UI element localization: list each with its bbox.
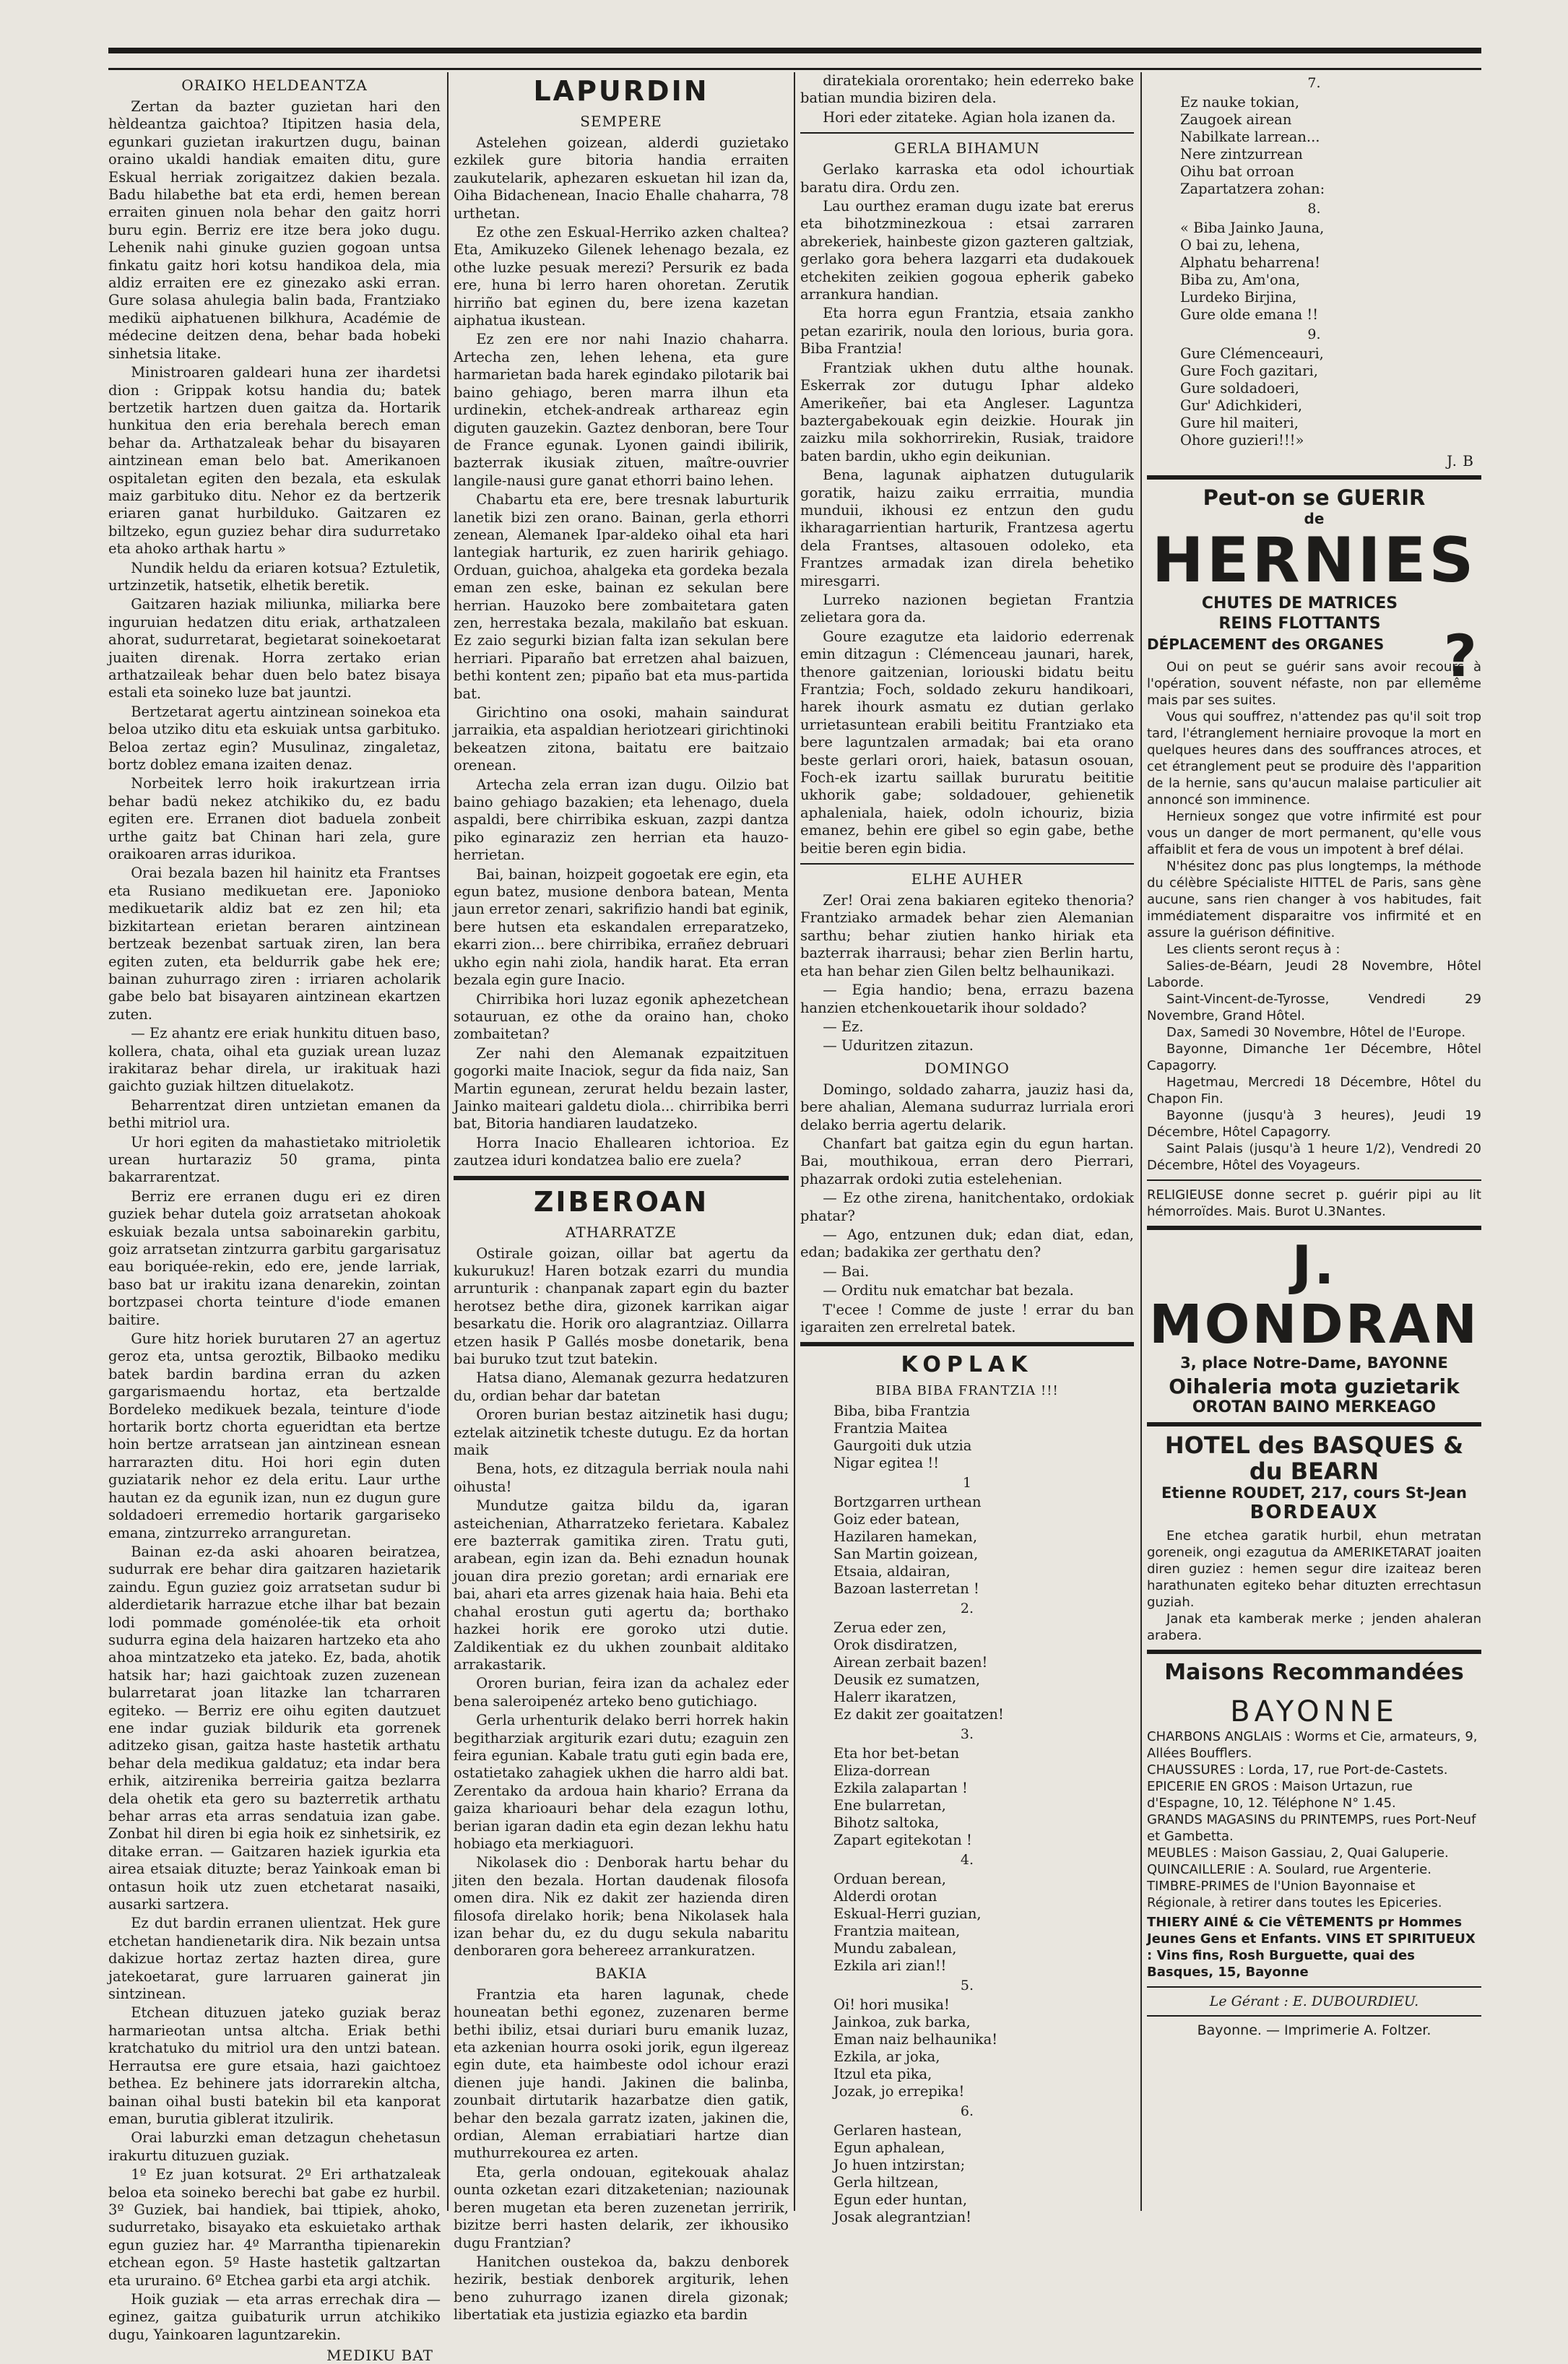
paragraph: Hanitchen oustekoa da, bakzu denborek hezirik, bestiak denborek argiturik, lehen beno zuhurrago izanen direla gizonak; libertatiak eta justizia egiazko eta bardin: [454, 2253, 789, 2324]
paragraph: Gure hitz horiek burutaren 27 an agertuz geroz eta, untsa geroztik, Bilbaoko mediku batek bardin bardina erran du azken gargarismaendu hortaz, eta bertzalde Bordeleko medikuek bezala, teinture d'iode hortarik bortz chorta egueridtan eta bertze hoin bertze arratsean jan aintzinean esnean harrarazten ditu. Hoi hori egin duten guziatarik nehor ez dela eritu. Laur urthe hautan ez da egunik izan, nun ez dugun gure soldadoeri erremedio hortarik gargariseko emana, zintzurreko arranguretan.: [108, 1330, 441, 1541]
paragraph: Bena, hots, ez ditzagula berriak noula nahi oihusta!: [454, 1460, 789, 1495]
paragraph: Chabartu eta ere, bere tresnak laburturik lanetik bizi zen orano. Bainan, gerla ethorri zenean, Alemanek Ipar-aldeko oihal eta hari lantegiak harturik, ez zuen haririk gehiago. Orduan, guichoa, ahalgeka eta gordeka bezala eman zen eske, bainan ez sekulan bere herrian. Hauzoko bere zombaitetara gaten zen, herrestaka bezala, makilaño bat eskuan. Ez zaio segurki bizian falta izan sekulan bere herriari. Piparaño bat erretzen ahal baizuen, bethi kontent zen; pipaño bat eta mus-partida bat.: [454, 491, 789, 702]
verse-line: Egun aphalean,: [833, 2139, 945, 2157]
paragraph: Bena, lagunak aiphatzen dutugularik goratik, haizu zaiku errraitia, mundia munduii, ikhousi ez entzun den gudu ikharagarrientian harturik, Frantzesa agertu dela Frantses, altasouen odoleko, eta Frantzes armadak izan direla behetiko miresgarri.: [800, 467, 1134, 589]
maison-item: MEUBLES : Maison Gassiau, 2, Quai Galuperie.: [1147, 1845, 1449, 1861]
verse-line: San Martin goizean,: [833, 1546, 979, 1563]
paragraph: Hatsa diano, Alemanak gezurra hedatzuren du, ordian behar dar batetan: [454, 1369, 789, 1404]
verse-line: Eskual-Herri guzian,: [833, 1905, 982, 1923]
paragraph: Orai laburzki eman detzagun chehetasun irakurtu dituzuen guziak.: [108, 2129, 441, 2164]
poem-stanza: [1147, 201, 1481, 324]
verse-line: Ezkila ari zian!!: [833, 1957, 947, 1975]
paragraph: — Ez ahantz ere eriak hunkitu dituen baso, kollera, chata, oihal eta guziak urean luzaz irakitaraz behar direla, ur irakituak hazi gaichto guziak hiltzen dituelakotz.: [108, 1025, 441, 1095]
column-1: [108, 72, 441, 2364]
ad-paragraph: Oui on peut se guérir sans avoir recours à l'opération, souvent néfaste, non par ellemême mais par ses suites.: [1147, 659, 1481, 708]
verse-line: Zaugoek airean: [1180, 111, 1292, 128]
paragraph: Ez dut bardin erranen ulientzat. Hek gure etchetan handienetarik dira. Nik bezain untsa dakizue hortaz zertaz hazten direa, gure jatekoetarat, gure larruaren gainerat jin sintzinean.: [108, 1915, 441, 2003]
article-body: [800, 72, 1134, 126]
question-mark: ?: [1443, 623, 1477, 690]
verse-line: Ohore guzieri!!!»: [1180, 432, 1304, 449]
verse-line: Goiz eder batean,: [833, 1511, 960, 1528]
mondran-tagline-2: OROTAN BAINO MERKEAGO: [1192, 1398, 1437, 1416]
paragraph: 1º Ez juan kotsurat. 2º Eri arthatzaleak beloa eta soineko berechi bat gabe ez hurbil. 3º Guziek, bai handiek, bai ttipiek, ahoko, sudurretako, bisayako eta eskuietako arthak egun guziez har. 4º Marrantha tipienarekin etchean egon. 5º Haste hastetik galtzartan eta ururaino. 6º Etchea garbi eta argi atchik.: [108, 2166, 441, 2289]
article-body: [108, 98, 441, 2344]
paragraph: Norbeitek lerro hoik irakurtzean irria behar badü nekez atchikiko du, ez badu egiten ere. Erranen diot baduela zonbeit urthe gaitz bat Chinan hari zela, gure oraikoaren arras idurikoa.: [108, 775, 441, 863]
verse-line: Frantzia Maitea: [833, 1420, 948, 1437]
subheading-atharratze: ATHARRATZE: [566, 1223, 677, 1241]
verse-line: Orduan berean,: [833, 1871, 946, 1888]
paragraph: Frantzia eta haren lagunak, chede houneatan bethi egonez, zuzenaren berme bethi ibiliz, etsai duriari buru emanik luzaz, eta azkenian hourra osoki jorik, egun ilgereaz egin dute, eta haimbeste odol ichour erazi dienen juje handi. Jakinen die balinba, zounbait dirtutarik hazarbatze dien gatik, behar den bezala garratz izaten, jakinen die, ordian, Aleman errabiatiari hartze dian muthurrekourea ez arten.: [454, 1986, 789, 2162]
verse-line: Lurdeko Birjina,: [1180, 289, 1297, 306]
paragraph: Zer! Orai zena bakiaren egiteko thenoria? Frantziako armadek behar zien Alemanian sarthu; behar ziutien hanko hiriak eta bazterrak iharrausi; behar zien Berlin hartu, eta han behar zien Gilen beltz belhaunikazi.: [800, 892, 1134, 979]
paragraph: Eta horra egun Frantzia, etsaia zankho petan ezaririk, noula den lorious, buria gora. Biba Frantzia!: [800, 305, 1134, 358]
paragraph: Lurreko nazionen begietan Frantzia zelietara gora da.: [800, 591, 1134, 626]
stanza: [833, 1619, 1134, 1723]
verse-line: Zerua eder zen,: [833, 1619, 947, 1637]
hernies-ad-de: de: [1304, 510, 1325, 527]
poem-stanza: [1147, 75, 1481, 198]
hotel-city: BORDEAUX: [1249, 1502, 1379, 1523]
paragraph: — Bai.: [823, 1263, 870, 1280]
paragraph: — Ago, entzunen duk; edan diat, edan, edan; badakika zer gerthatu den?: [800, 1226, 1134, 1261]
verse-line: Ez dakit zer goaitatzen!: [833, 1706, 1004, 1723]
maisons-city: BAYONNE: [1230, 1695, 1398, 1728]
verse-line: Egun eder huntan,: [833, 2191, 968, 2209]
stanza-number: 2.: [960, 1601, 974, 1617]
article-body: [800, 1081, 1134, 1337]
paragraph: Nikolasek dio : Denborak hartu behar du jiten den bezala. Hortan daudenak filosofa omen dira. Nik ez dakit zer hazienda diren filosofa direlako horik; bena Nikolasek hala izan behar du, ez du dugu sekula nabaritu denboraren gora behereez arrankuratzen.: [454, 1854, 789, 1960]
mondran-name: J. MONDRAN: [1148, 1234, 1480, 1356]
ad-paragraph: Salies-de-Béarn, Jeudi 28 Novembre, Hôtel Laborde.: [1147, 958, 1481, 990]
article-body: [454, 1245, 789, 1960]
verse-line: Biba, biba Frantzia: [833, 1403, 971, 1420]
ad-paragraph: Saint-Vincent-de-Tyrosse, Vendredi 29 Novembre, Grand Hôtel.: [1147, 992, 1481, 1023]
mondran-address: 3, place Notre-Dame, BAYONNE: [1180, 1354, 1448, 1372]
subheading-domingo: DOMINGO: [924, 1059, 1010, 1077]
article-body: [454, 134, 789, 1170]
maison-item: CHAUSSURES : Lorda, 17, rue Port-de-Castets.: [1147, 1762, 1448, 1778]
hernies-ad-body: [1147, 659, 1481, 1174]
article-signature: MEDIKU BAT: [326, 2347, 433, 2364]
paragraph: Orai bezala bazen hil hainitz eta Frantses eta Rusiano medikuetan ere. Japonioko medikuetarik aldiz bat ez zen hil; eta bizkitartean erietan beraren aintzinean bertzeak bezenbat sartuak ziren, lan bera egiten zuten, eta beldurrik gabe hek ere; bainan zuhurrago ziren : irriaren acholarik gabe belo bat bisayaren aintzinean ekartzen zuten.: [108, 865, 441, 1023]
verse-line: Ezkila, ar joka,: [833, 2048, 940, 2066]
paragraph: Chirribika hori luzaz egonik aphezetchean sotauruan, ez othe da oraino han, choko zombaitetan?: [454, 990, 789, 1043]
maisons-list: [1147, 1728, 1481, 1911]
paragraph: Beharrentzat diren untzietan emanen da bethi mitriol ura.: [108, 1096, 441, 1132]
hernies-ad-line: CHUTES DE MATRICES: [1201, 594, 1398, 612]
religieuse-ad: RELIGIEUSE donne secret p. guérir pipi au lit hémorroïdes. Mais. Burot U.3Nantes.: [1147, 1187, 1481, 1219]
section-rule: [800, 863, 1134, 865]
stanza-number: 1: [962, 1475, 972, 1491]
paragraph: Ororen burian, feira izan da achalez eder bena saleroipenéz arteko beno gutichiago.: [454, 1675, 789, 1710]
subheading-sempere: SEMPERE: [580, 113, 662, 130]
section-heading-ziberoan: ZIBEROAN: [533, 1185, 709, 1218]
paragraph: Etchean dituzuen jateko guziak beraz harmarieotan untsa altcha. Eriak bethi kratchatuko du mitriol ura den untzi batean. Herrautsa ere gure etsaia, hazi gaichtoez bethea. Ez behinere jats idorrarekin altcha, bainan oihal busti batekin bil eta kanporat eman, burutia giblerat itzulirik.: [108, 2004, 441, 2127]
maison-item: QUINCAILLERIE : A. Soulard, rue Argenterie.: [1147, 1862, 1431, 1877]
paragraph: — Ez othe zirena, hanitchentako, ordokiak phatar?: [800, 1190, 1134, 1224]
ad-rule: [1147, 1650, 1481, 1654]
hotel-body-2: Janak eta kamberak merke ; jenden ahaleran arabera.: [1147, 1611, 1481, 1643]
section-rule: [454, 1176, 789, 1180]
stanza-number: 3.: [960, 1726, 974, 1743]
hotel-body: Ene etchea garatik hurbil, ehun metratan goreneik, ongi ezagutua da AMERIKETARAT joaiten diren guziez : hemen segur dire izaiteaz beren harathunaten egiteko behar dituzten errechtasun guziah.: [1147, 1528, 1481, 1610]
hernies-ad-line: DÉPLACEMENT des ORGANES: [1147, 636, 1385, 653]
ad-rule: [1147, 1226, 1481, 1230]
ad-paragraph: Dax, Samedi 30 Novembre, Hôtel de l'Europe.: [1166, 1025, 1466, 1040]
hernies-ad-big: HERNIES: [1151, 524, 1477, 597]
verse-line: Bazoan lasterretan !: [833, 1580, 979, 1598]
header-rule-thin: [108, 68, 1481, 70]
paragraph: Ostirale goizan, oillar bat agertu da kukurukuz! Haren botzak ezarri du mundia arrunturik : chanpanak zapart egin du bazter herotsez bethe dira, gizonek karrikan aigar besarkatu die. Horik oro alagrantziaz. Oillarra etzen hasik P Gallés mosbe donetarik, bena bai buruko tzut tzut batekin.: [454, 1244, 789, 1367]
ad-paragraph: Les clients seront reçus à :: [1166, 942, 1340, 957]
verse-line: Airean zerbait bazen!: [833, 1654, 988, 1671]
subheading-elhe-auher: ELHE AUHER: [911, 870, 1023, 888]
paragraph: Eta, gerla ondouan, egitekouak ahalaz ounta ozketan ezari ditzaketenian; naziounak beren mugetan eta beren zuzenetan jerririk, bizitze berri hasten delarik, zer ikhousiko dugu Frantzian?: [454, 2163, 789, 2251]
article-body: [800, 161, 1134, 857]
paragraph: Gaitzaren haziak miliunka, miliarka bere inguruian hedatzen ditu eriak, arthatzaleen ahorat, sudurretarat, begietarat soinekoetarat juaiten direnak. Horra zertako erian arthatzaileak behar duen belo batez bisaya estali eta soineko luze bat jauntzi.: [108, 596, 441, 701]
paragraph: Gerlako karraska eta odol ichourtiak baratu dira. Ordu zen.: [800, 161, 1134, 196]
footer-rule: [1147, 1986, 1481, 1988]
stanza: [833, 1996, 1134, 2100]
paragraph: T'ecee ! Comme de juste ! errar du ban igaraiten zen errelretal batek.: [800, 1301, 1134, 1335]
verse-line: Gur' Adichkideri,: [1180, 397, 1303, 414]
verse-line: Alphatu beharrena!: [1180, 254, 1320, 271]
ad-paragraph: Vous qui souffrez, n'attendez pas qu'il soit trop tard, l'étranglement herniaire provoque la mort en quelques heures dans des souffrances atroces, et cet étranglement peut se produire dès l'apparition de la hernie, sans qu'aucun malaise particulier ait annoncé son imminence.: [1147, 709, 1481, 808]
verse-line: Deusik ez sumatzen,: [833, 1671, 981, 1689]
hernies-ad-head: Peut-on se GUERIR: [1203, 485, 1426, 510]
ad-rule: [1147, 1422, 1481, 1426]
maison-item: CHARBONS ANGLAIS : Worms et Cie, armateurs, 9, Allées Boufflers.: [1147, 1729, 1478, 1761]
stanza-number: 7.: [1307, 75, 1321, 91]
ad-paragraph: Hagetmau, Mercredi 18 Décembre, Hôtel du Chapon Fin.: [1147, 1075, 1481, 1107]
stanza: [1180, 94, 1481, 198]
verse-line: Jozak, jo errepika!: [833, 2083, 965, 2100]
paragraph: — Orditu nuk ematchar bat bezala.: [823, 1282, 1074, 1299]
ad-paragraph: Saint Palais (jusqu'à 1 heure 1/2), Vendredi 20 Décembre, Hôtel des Voyageurs.: [1147, 1141, 1481, 1173]
paragraph: Bai, bainan, hoizpeit gogoetak ere egin, eta egun batez, musione denbora batean, Menta jaun erretor zenari, sakrifizio handi bat eginik, bere hutsen eta eskandalen erreparatzeko, ekarri zion... bere chirribika, errañez debruari ukho egin nahi ziola, handik harat. Eta erran bezala egin gure Inacio.: [454, 865, 789, 989]
hotel-owner: Etienne ROUDET, 217, cours St-Jean: [1161, 1484, 1467, 1502]
paragraph: Girichtino ona osoki, mahain saindurat jarraikia, eta aspaldian heriotzeari girichtinoki bekeatzen zitona, baitatu ere baitzaio orenean.: [454, 704, 789, 774]
verse-line: Nere zintzurrean: [1180, 146, 1303, 163]
paragraph: Chanfart bat gaitza egin du egun hartan. Bai, mouthikoua, erran dero Pierrari, phazarrak ordoki zutia estelehenian.: [800, 1135, 1134, 1187]
paragraph: Nundik heldu da eriaren kotsua? Eztuletik, urtzinzetik, hatsetik, elhetik beretik.: [108, 559, 441, 594]
article-body: [800, 892, 1134, 1055]
paragraph: Zertan da bazter guzietan hari den hèldeantza gaichtoa? Itipitzen hasia dela, egunkari guzietan irakurtzen dugu, bainan oraino ukaldi handiak emaiten ditu, gure Eskual herriak zorigaitzez dakien bezala. Badu hilabethe bat eta erdi, hemen berean erraiten ginuen nola behar den gaitz horri buru egin. Berriz ere itze bera joko dugu. Lehenik nahi ginuke guzien gogoan untsa finkatu gaitz hori kotsu handikoa dela, mia aldiz erraiten ere ez ginezako aski erran. Gure solasa ahulegia balin bada, Frantziako medikü aiphatuenen bilkhura, Académie de médecine deitzen dena, behar bada hobeki sinhetsia litake.: [108, 98, 441, 362]
verse-line: Gure hil maiteri,: [1180, 415, 1299, 431]
gerant: Le Gérant : E. DUBOURDIEU.: [1209, 1993, 1419, 2009]
verse-line: Itzul eta pika,: [833, 2066, 932, 2083]
stanza-number: 8.: [1307, 201, 1321, 217]
verse-line: Mundu zabalean,: [833, 1940, 957, 1957]
verse-line: Jainkoa, zuk barka,: [833, 2014, 971, 2031]
section-heading-lapurdin: LAPURDIN: [533, 75, 709, 107]
paragraph: Astelehen goizean, alderdi guzietako ezkilek gure bitoria handia erraiten zaukutelarik, aphezaren eskuetan hil izan da, Oiha Bidachenean, Inacio Ehalle chaharra, 78 urthetan.: [454, 134, 789, 222]
verse-line: O bai zu, lehena,: [1180, 237, 1301, 254]
poem-stanzas: [800, 1475, 1134, 2226]
hernies-ad: [1147, 485, 1481, 1174]
stanza: [1180, 220, 1481, 324]
paragraph: Bertzetarat agertu aintzinean soinekoa eta beloa utziko ditu eta eskuiak untsa garbituko. Beloa zertaz egin? Musulinaz, zingaletaz, bortz doblez emana izaiten denaz.: [108, 703, 441, 774]
column-3: [800, 72, 1134, 2226]
column-divider: [447, 72, 449, 2211]
verse-line: Zapart egitekotan !: [833, 1832, 972, 1849]
section-heading-koplak: KOPLAK: [901, 1352, 1034, 1378]
verse-line: Biba zu, Am'ona,: [1180, 272, 1301, 288]
paragraph: Gerla urhenturik delako berri horrek hakin begitharziak argiturik ezari dutu; ezaguin zen feira egunian. Kabale tratu guti egin bada ere, ostatietako zahagiek ukhen die harro aldi bat. Zerentako da ardoua hain khario? Errana da gaiza kharioauri behar dela ezagun lothu, berian igaran dadin eta egin dezan lekhu hatu hobiago eta merkiaguori.: [454, 1712, 789, 1852]
verse-line: Frantzia maitean,: [833, 1923, 961, 1940]
ad-rule: [1147, 475, 1481, 480]
imprimerie: Bayonne. — Imprimerie A. Foltzer.: [1197, 2022, 1431, 2038]
thiery-ad: THIERY AINÉ & Cie VÊTEMENTS pr Hommes Jeunes Gens et Enfants. VINS ET SPIRITUEUX : Vins fins, Rosh Burguette, quai des Basques, 15, Bayonne: [1147, 1915, 1476, 1980]
stanza-number: 4.: [960, 1852, 974, 1869]
paragraph: Artecha zela erran izan dugu. Oilzio bat baino gehiago bazakien; eta lehenago, duela aspaldi, bere chirribika eskuan, zazpi dantza piko eginaraziz zen herrian eta hauzo-herrietan.: [454, 776, 789, 864]
maison-item: EPICERIE EN GROS : Maison Urtazun, rue d'Espagne, 10, 12. Téléphone N° 1.45.: [1147, 1779, 1413, 1811]
footer-rule: [1147, 2015, 1481, 2017]
section-rule: [800, 132, 1134, 134]
stanza-number: 6.: [960, 2103, 974, 2120]
verse-line: « Biba Jainko Jauna,: [1180, 220, 1325, 236]
verse-line: Hazilaren hamekan,: [833, 1528, 978, 1546]
verse-line: Nigar egitea !!: [833, 1455, 940, 1472]
paragraph: Berriz ere erranen dugu eri ez diren guziek behar dutela goiz arratsetan ahokoak eskuiak bezala untsa saboinarekin garbitu, goiz arratsetan zintzurra garbitu gargarisatuz eau boriquée-rekin, edo ere, jende larriak, baso bat ur irakitu izana denarekin, zointan bortzpasei chorta teinture d'iode emanen baitire.: [108, 1187, 441, 1328]
article-body: [454, 1986, 789, 2324]
verse-line: Alderdi orotan: [833, 1888, 937, 1905]
paragraph: Zer nahi den Alemanak ezpaitzituen gogorki maite Inaciok, segur da fida naiz, San Martin egunean, zerurat heldu bezain laster, Jainko maiteari galdetu diola... chirribika berri bat, Bitoria handiaren laudatzeko.: [454, 1044, 789, 1133]
paragraph: Frantziak ukhen dutu althe hounak. Eskerrak zor dutugu Iphar aldeko Amerikeñer, bai eta Angleser. Laguntza baztergabekouak egin deizkie. Hourak jin zaizku mila sokhorrirekin, Rusiak, traidore baten bardin, ukho egin deikunian.: [800, 359, 1134, 464]
verse-line: Bortzgarren urthean: [833, 1494, 982, 1511]
verse-line: Zapartatzera zohan:: [1180, 181, 1325, 197]
verse-line: Gerla hiltzean,: [833, 2174, 939, 2191]
subheading-gerla-bihamun: GERLA BIHAMUN: [893, 139, 1041, 157]
paragraph: Lau ourthez eraman dugu izate bat ererus eta bihotzminezkoua : etsai zarraren abrekeriek, hainbeste gizon gazteren galtziak, gerlako gora behera lazgarri eta dudakouek etchekiten zeikien gogoua epherik gabeko arrankura handian.: [800, 198, 1134, 303]
verse-line: Ez nauke tokian,: [1180, 94, 1300, 111]
maisons-title: Maisons Recommandées: [1164, 1660, 1464, 1685]
mondran-tagline: Oihaleria mota guzietarik: [1169, 1374, 1460, 1398]
paragraph: Domingo, soldado zaharra, jauziz hasi da, bere ahalian, Alemana sudurraz lurriala erori delako berria agertu delarik.: [800, 1081, 1134, 1133]
paragraph: — Ez.: [823, 1018, 864, 1035]
subheading-bakia: BAKIA: [595, 1964, 647, 1982]
hotel-name: HOTEL des BASQUES & du BEARN: [1164, 1432, 1464, 1485]
poem-stanza: [1147, 326, 1481, 449]
verse-line: Gure Foch gazitari,: [1180, 363, 1318, 379]
paragraph: Goure ezagutze eta laidorio ederrenak emin ditzagun : Clémenceau jaunari, harek, thenore gaitzenian, loriouski bidatu beitu Frantzia; Foch, soldado zekuru handikoari, harek ihourk asmatu ez dutian gerlako urrietasuntean erabili beititu Frantziako eta bere laguntzalen armadak; bai eta orano beste gerlari orori, haiek, batasun osouan, Foch-ek izartu saillak bururatu beititie ukhorik gabe; soldadouer, gehienetik aphaleniala, haiek, odoln ichouriz, bizia emanez, behin ere gibel so egin gabe, bethe beitie beren egin bidia.: [800, 628, 1134, 857]
verse-line: Gaurgoiti duk utzia: [833, 1437, 972, 1455]
paragraph: diratekiala ororentako; hein ederreko bake batian mundia biziren dela.: [800, 72, 1134, 107]
verse-line: Oi! hori musika!: [833, 1996, 950, 2014]
paragraph: Bainan ez-da aski ahoaren beiratzea, sudurrak ere behar dira gaitzaren hazietarik zaindu. Egun guziez goiz arratsetan sudur bi alderdietarik harrazue etche ilhar bat bezain lodi pommade goménolée-tik eta orhoit sudurra egina dela haizaren hartzeko eta aho ahoa mintzatzeko eta jateko. Ez, bada, ahotik hatsik har; hazi gaichtoak zuzen zuzenean bularretarat joan litazke lan tcharraren egiteko. — Berriz ere oihu egiten dautzuet ene indar guziak bildurik eta gorrenek aditzeko gisan, gaitza haste hastetik arthatu behar dela medikua galdatuz; eta indar bera erhik, aitzirenika berreiria gaitza bezlarra dela ohetik eta gero su bazterretik arthatu behar arras eta arras sendatuia izan gabe. Zonbat hil diren bi egia hoik ez sinhetsirik, ez ditake erran. — Gaitzaren haziek igurkia eta airea etsaiak dituzte; beraz Yainkoak eman bi ontasun hoik utz zuen etchetarat nasaiki, ausarki sartzera.: [108, 1543, 441, 1913]
paragraph: Ez othe zen Eskual-Herriko azken chaltea? Eta, Amikuzeko Gilenek lehenago bezala, ez othe luzke pesuak merezi? Persurik ez bada ere, huna bi lerro haren ohoretan. Zerutik hirriño bat eginen du, bere izena kazetan aiphatua ikustean.: [454, 224, 789, 329]
ad-paragraph: Hernieux songez que votre infirmité est pour vous un danger de mort permanent, qu'elle vous affaiblit et fera de vous un impotent à bref délai.: [1147, 809, 1481, 857]
verse-line: Nabilkate larrean...: [1180, 129, 1320, 145]
poem-signature: J. B: [1447, 452, 1474, 469]
section-rule: [800, 1342, 1134, 1346]
verse-line: Gure Clémenceauri,: [1180, 345, 1324, 362]
verse-line: Jo huen intzirstan;: [833, 2157, 966, 2174]
verse-line: Eta hor bet-betan: [833, 1745, 960, 1762]
verse-line: Gerlaren hastean,: [833, 2122, 962, 2139]
verse-line: Etsaia, aldairan,: [833, 1563, 950, 1580]
column-2: [454, 72, 789, 2324]
poem-title: BIBA BIBA FRANTZIA !!!: [875, 1383, 1059, 1399]
verse-line: Ene bularretan,: [833, 1797, 946, 1814]
stanza-number: 5.: [960, 1978, 974, 1994]
verse-line: Eman naiz belhaunika!: [833, 2031, 998, 2048]
ad-paragraph: Bayonne (jusqu'à 3 heures), Jeudi 19 Décembre, Hôtel Capagorry.: [1147, 1108, 1481, 1140]
verse-line: Bihotz saltoka,: [833, 1814, 940, 1832]
poem-intro: [833, 1403, 1134, 1472]
stanza: [833, 1871, 1134, 1975]
paragraph: Ororen burian bestaz aitzinetik hasi dugu; eztelak aitzinetik tcheste dutugu. Ez da hortan maik: [454, 1406, 789, 1459]
column-divider: [1140, 72, 1142, 2211]
verse-line: Eliza-dorrean: [833, 1762, 930, 1780]
verse-line: Ezkila zalapartan !: [833, 1780, 968, 1797]
verse-line: Josak alegrantzian!: [833, 2209, 971, 2226]
hotel-ad: [1147, 1432, 1481, 1644]
paragraph: Ez zen ere nor nahi Inazio chaharra. Artecha zen, lehen lehena, eta gure harmarietan bada harek egindako pilotarik bai baino gehiago, beren marra ilhun eta urdinekin, etchek-andreak arthareaz egin diguten gauzekin. Gaztez denboran, bere Tour de France egunak. Lyonen gaindi ibilirik, bazterrak ikusiak zituen, maître-ouvrier langile-nausi gure ganat ethorri baino lehen.: [454, 331, 789, 489]
verse-line: Gure soldadoeri,: [1180, 380, 1299, 397]
column-4: [1147, 72, 1481, 2211]
paragraph: Ur hori egiten da mahastietako mitrioletik urean hurtaraziz 50 grama, pinta bakarrarentzat.: [108, 1133, 441, 1186]
header-rule: [108, 48, 1481, 53]
paragraph: Horra Inacio Ehallearen ichtorioa. Ez zautzea iduri kondatzea balio ere zuela?: [454, 1134, 789, 1169]
column-divider: [794, 72, 795, 2211]
paragraph: Hori eder zitateke. Agian hola izanen da.: [823, 108, 1116, 126]
paragraph: Mundutze gaitza bildu da, igaran asteichenian, Atharratzeko ferietara. Kabalez ere bazterrak gamitika ziren. Tratu guti, arabean, egin izan da. Behi eznadun hounak jouan dira prezio goretan; ardi ernariak ere bai, ahari eta arres gizenak haia haia. Behi eta chahal erostun guti agertu da; borthako hazkei horik ere goroko utzi dutie. Zaldikentiak ez du ukhen zounbait alditako arrakastarik.: [454, 1497, 789, 1673]
ad-paragraph: N'hésitez donc pas plus longtemps, la méthode du célèbre Spécialiste HITTEL de Paris, sans gène aucune, sans rien changer à vos habitudes, fait immédiatement disparaitre vos infirmité et en assure la guérison définitive.: [1147, 859, 1481, 940]
maison-item: TIMBRE-PRIMES de l'Union Bayonnaise et Régionale, à retirer dans toutes les Epiceries.: [1147, 1879, 1442, 1910]
maisons-recommandees: [1147, 1660, 1481, 1980]
hernies-ad-line: REINS FLOTTANTS: [1218, 615, 1381, 633]
ad-rule: [1147, 1179, 1481, 1181]
verse-line: Orok disdiratzen,: [833, 1637, 958, 1654]
article-title: ORAIKO HELDEANTZA: [181, 77, 368, 94]
verse-line: Halerr ikaratzen,: [833, 1689, 957, 1706]
verse-line: Gure olde emana !!: [1180, 306, 1319, 323]
ad-paragraph: Bayonne, Dimanche 1er Décembre, Hôtel Capagorry.: [1147, 1042, 1481, 1073]
paragraph: — Egia handio; bena, errazu bazena hanzien etchenkouetarik ihour soldado?: [800, 982, 1134, 1016]
stanza: [1180, 345, 1481, 449]
paragraph: Ministroaren galdeari huna zer ihardetsi dion : Grippak kotsu handia du; batek bertzetik hartzen duen gaitza da. Hortarik hunkitua den eria berehala berech eman behar da. Arthatzaleak behar du bisayaren aintzinean eman belo bat. Amerikanoen ospitaletan egiten den bezala, eta eskulak maiz garbituko ditu. Nehor ez da bertzerik eriaren ganat hurbilduko. Gaitzaren ez biltzeko, egun guziez behar dira sudurretako eta ahoko arthak hartu »: [108, 364, 441, 558]
stanza: [833, 1745, 1134, 1849]
paragraph: — Uduritzen zitazun.: [823, 1037, 974, 1055]
maison-item: GRANDS MAGASINS du PRINTEMPS, rues Port-Neuf et Gambetta.: [1147, 1812, 1476, 1844]
stanza-number: 9.: [1307, 326, 1321, 342]
verse-line: Oihu bat orroan: [1180, 163, 1294, 180]
mondran-ad: [1147, 1236, 1481, 1416]
paragraph: Hoik guziak — eta arras errechak dira — eginez, gaitza guibaturik urrun atchikiko dugu, Yainkoaren laguntzarekin.: [108, 2290, 441, 2343]
stanza: [833, 1494, 1134, 1598]
stanza: [833, 2122, 1134, 2226]
